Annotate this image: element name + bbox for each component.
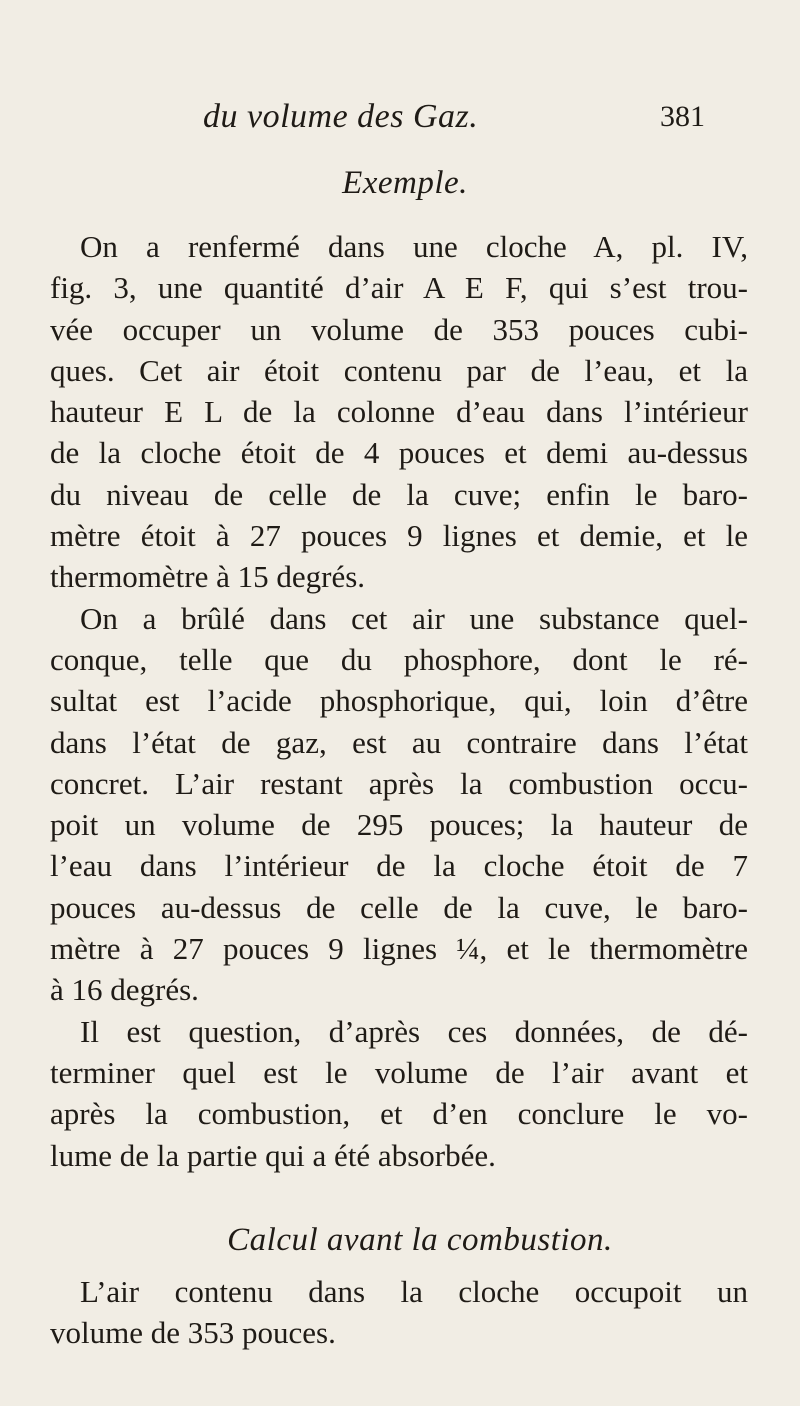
text-line: hauteur E L de la colonne d’eau dans l’intérieur [50, 394, 748, 430]
text-line: concret. L’air restant après la combustion occu- [50, 765, 748, 801]
text-line: On a brûlé dans cet air une substance quel- [80, 600, 748, 636]
text-line: lume de la partie qui a été absorbée. [50, 1137, 496, 1173]
text-line: fig. 3, une quantité d’air A E F, qui s’est trou- [50, 270, 748, 306]
example-heading: Exemple. [342, 165, 468, 201]
text-line: à 16 degrés. [50, 972, 199, 1008]
text-line: vée occuper un volume de 353 pouces cubi- [50, 311, 748, 347]
text-line: Il est question, d’après ces données, de dé- [80, 1013, 748, 1049]
running-head [0, 98, 800, 146]
text-line: conque, telle que du phosphore, dont le ré- [50, 641, 748, 677]
text-line: l’eau dans l’intérieur de la cloche étoit de 7 [50, 848, 748, 884]
text-line: du niveau de celle de la cuve; enfin le baro- [50, 476, 748, 512]
text-line: pouces au-dessus de celle de la cuve, le baro- [50, 889, 748, 925]
text-line: volume de 353 pouces. [50, 1315, 336, 1351]
text-line: après la combustion, et d’en conclure le vo- [50, 1096, 748, 1132]
body-text [50, 226, 748, 1176]
running-title: du volume des Gaz. [203, 98, 479, 135]
text-line: mètre étoit à 27 pouces 9 lignes et demie, et le [50, 518, 748, 554]
calc-heading: Calcul avant la combustion. [227, 1222, 613, 1258]
page-number: 381 [660, 100, 705, 133]
text-line: mètre à 27 pouces 9 lignes ¼, et le thermomètre [50, 931, 748, 967]
text-line: ques. Cet air étoit contenu par de l’eau, et la [50, 352, 748, 388]
text-line: thermomètre à 15 degrés. [50, 559, 366, 595]
text-line: L’air contenu dans la cloche occupoit un [80, 1274, 748, 1309]
text-line: de la cloche étoit de 4 pouces et demi au-dessus [50, 435, 748, 471]
text-line: sultat est l’acide phosphorique, qui, loin d’être [50, 683, 748, 719]
text-line: poit un volume de 295 pouces; la hauteur de [50, 807, 748, 843]
calc-text [50, 1271, 748, 1354]
text-line: terminer quel est le volume de l’air avant et [50, 1054, 748, 1090]
text-line: dans l’état de gaz, est au contraire dans l’état [50, 724, 748, 760]
text-line: On a renfermé dans une cloche A, pl. IV, [80, 229, 748, 264]
